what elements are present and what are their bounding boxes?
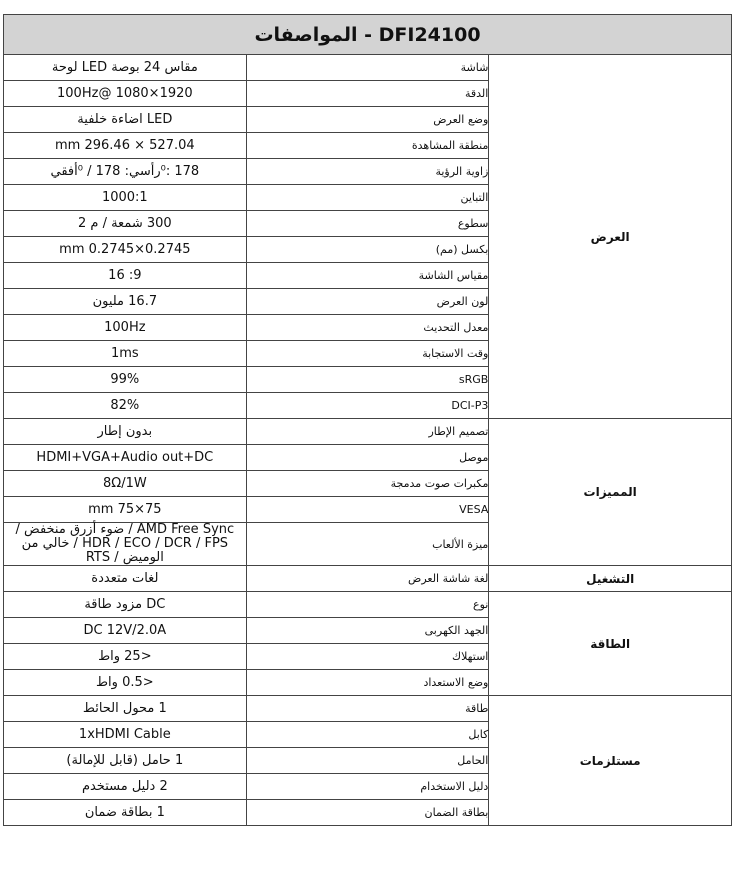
spec-value: 1000:1 [4, 185, 247, 211]
spec-value: 100Hz [4, 315, 247, 341]
spec-label: شاشة [246, 55, 489, 81]
spec-body [4, 55, 732, 826]
category-cell: العرض [489, 55, 732, 419]
spec-value: 1 بطاقة ضمان [4, 800, 247, 826]
spec-value: 8Ω/1W [4, 471, 247, 497]
spec-label: وضع العرض [246, 107, 489, 133]
spec-title: DFI24100 - المواصفات [4, 15, 732, 55]
spec-label: بطاقة الضمان [246, 800, 489, 826]
spec-row [4, 55, 732, 81]
spec-label: استهلاك [246, 644, 489, 670]
category-cell: التشغيل [489, 566, 732, 592]
spec-value: 1xHDMI Cable [4, 722, 247, 748]
spec-value: 1 محول الحائط [4, 696, 247, 722]
spec-label: وضع الاستعداد [246, 670, 489, 696]
spec-label: طاقة [246, 696, 489, 722]
spec-row [4, 419, 732, 445]
spec-table [3, 14, 732, 826]
spec-label: سطوع [246, 211, 489, 237]
spec-value: DC مزود طاقة [4, 592, 247, 618]
spec-label: مكبرات صوت مدمجة [246, 471, 489, 497]
spec-label: موصل [246, 445, 489, 471]
spec-value: 75×75 mm [4, 497, 247, 523]
spec-value: بدون إطار [4, 419, 247, 445]
spec-value: 1ms [4, 341, 247, 367]
spec-label: sRGB [246, 367, 489, 393]
spec-label: الدقة [246, 81, 489, 107]
spec-value: <0.5 واط [4, 670, 247, 696]
spec-label: منطقة المشاهدة [246, 133, 489, 159]
spec-value: لغات متعددة [4, 566, 247, 592]
spec-label: بكسل (مم) [246, 237, 489, 263]
category-cell: مستلزمات [489, 696, 732, 826]
spec-value: 0.2745×0.2745 mm [4, 237, 247, 263]
spec-label: زاوية الرؤية [246, 159, 489, 185]
spec-label: كابل [246, 722, 489, 748]
spec-value: 527.04 × 296.46 mm [4, 133, 247, 159]
spec-label: لغة شاشة العرض [246, 566, 489, 592]
spec-label: تصميم الإطار [246, 419, 489, 445]
spec-label: نوع [246, 592, 489, 618]
spec-label: ميزة الألعاب [246, 523, 489, 566]
spec-value: 99% [4, 367, 247, 393]
spec-label: DCI-P3 [246, 393, 489, 419]
category-cell: المميزات [489, 419, 732, 566]
spec-label: VESA [246, 497, 489, 523]
spec-row [4, 592, 732, 618]
spec-value: 82% [4, 393, 247, 419]
spec-value: مقاس 24 بوصة LED لوحة [4, 55, 247, 81]
spec-value: 1 حامل (قابل للإمالة) [4, 748, 247, 774]
spec-label: دليل الاستخدام [246, 774, 489, 800]
spec-label: مقياس الشاشة [246, 263, 489, 289]
spec-label: لون العرض [246, 289, 489, 315]
spec-value: DC 12V/2.0A [4, 618, 247, 644]
spec-label: الحامل [246, 748, 489, 774]
spec-value: 2 دليل مستخدم [4, 774, 247, 800]
spec-label: معدل التحديث [246, 315, 489, 341]
spec-value: 178 :⁰رأسي: 178 / ⁰أفقي [4, 159, 247, 185]
spec-row [4, 566, 732, 592]
spec-value: AMD Free Sync / ضوء أزرق منخفض / HDR / ECO / DCR / FPS / خالي من الوميض / RTS [4, 523, 247, 566]
category-cell: الطاقة [489, 592, 732, 696]
spec-value: HDMI+VGA+Audio out+DC [4, 445, 247, 471]
spec-value: <25 واط [4, 644, 247, 670]
spec-value: LED اضاءة خلفية [4, 107, 247, 133]
spec-label: وقت الاستجابة [246, 341, 489, 367]
spec-label: الجهد الكهربى [246, 618, 489, 644]
spec-label: التباين [246, 185, 489, 211]
spec-value: 16.7 مليون [4, 289, 247, 315]
spec-row [4, 696, 732, 722]
spec-value: 9: 16 [4, 263, 247, 289]
spec-value: 300 شمعة / م 2 [4, 211, 247, 237]
spec-value: 1920×1080 @100Hz [4, 81, 247, 107]
